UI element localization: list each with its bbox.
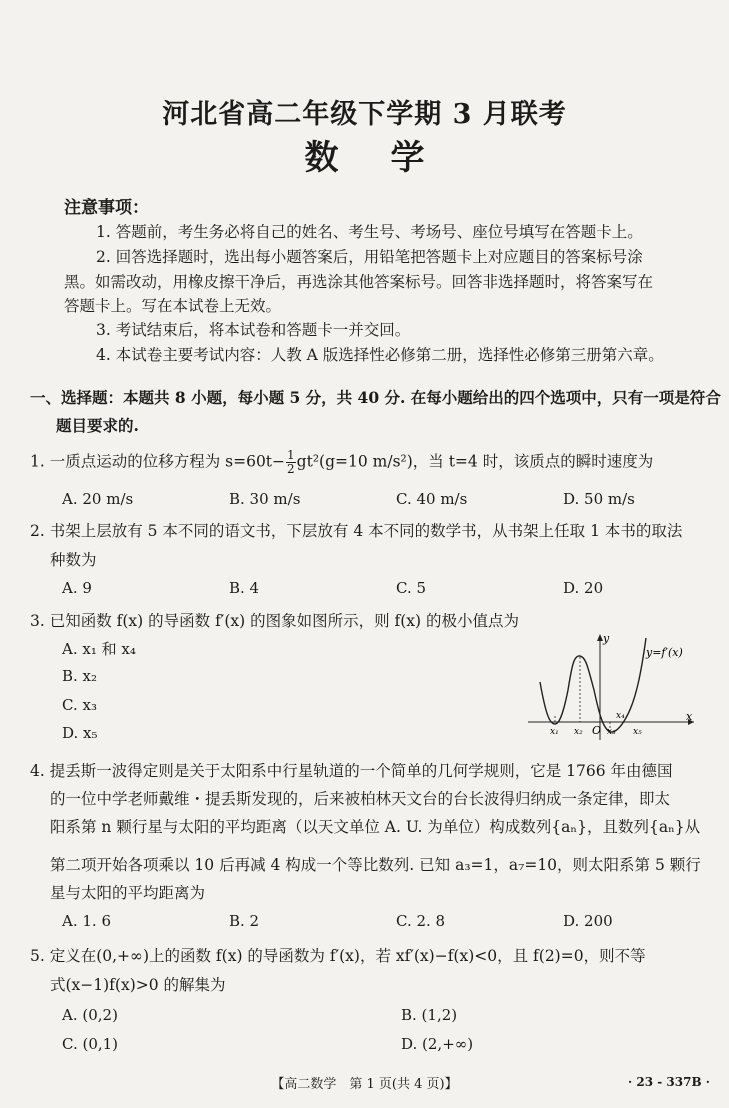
q1-text-post: gt²(g=10 m/s²)，当 t=4 时，该质点的瞬时速度为 bbox=[296, 452, 654, 471]
graph-point-x5: x₅ bbox=[633, 727, 642, 737]
q2-option-a: A. 9 bbox=[62, 579, 92, 597]
graph-point-x4: x₄ bbox=[616, 711, 625, 721]
q5-option-d: D. (2,+∞) bbox=[401, 1035, 474, 1053]
q1-option-c: C. 40 m/s bbox=[396, 490, 468, 508]
graph-point-x3: x₃ bbox=[607, 727, 616, 737]
section-heading: 一、选择题：本题共 8 小题，每小题 5 分，共 40 分. 在每小题给出的四个选项中，只有一项是符合 bbox=[30, 388, 721, 407]
notice-line: 1. 答题前，考生务必将自己的姓名、考生号、考场号、座位号填写在答题卡上。 bbox=[96, 223, 643, 241]
notice-line: 黑。如需改动，用橡皮擦干净后，再选涂其他答案标号。回答非选择题时，将答案写在 bbox=[64, 273, 654, 291]
q2-option-b: B. 4 bbox=[229, 579, 260, 597]
question-2-stem-cont: 种数为 bbox=[50, 551, 97, 569]
q4-option-b: B. 2 bbox=[229, 912, 260, 930]
question-4-stem: 4. 提丢斯一波得定则是关于太阳系中行星轨道的一个简单的几何学规则，它是 1766 年由德国 bbox=[30, 762, 673, 780]
question-4-stem-cont: 阳系第 n 颗行星与太阳的平均距离（以天文单位 A. U. 为单位）构成数列{aₙ}，且数列{aₙ}从 bbox=[50, 818, 701, 836]
q2-option-c: C. 5 bbox=[396, 579, 427, 597]
notice-line: 2. 回答选择题时，选出每小题答案后，用铅笔把答题卡上对应题目的答案标号涂 bbox=[96, 248, 643, 266]
question-4-stem-cont: 第二项开始各项乘以 10 后再减 4 构成一个等比数列. 已知 a₃=1，a₇=10，则太阳系第 5 颗行 bbox=[50, 856, 701, 874]
derivative-curve bbox=[540, 638, 646, 732]
graph-point-x2: x₂ bbox=[574, 727, 583, 737]
graph-point-x1: x₁ bbox=[550, 727, 559, 737]
q3-option-a: A. x₁ 和 x₄ bbox=[62, 640, 136, 658]
question-2-stem: 2. 书架上层放有 5 本不同的语文书，下层放有 4 本不同的数学书，从书架上任取 1 本书的取法 bbox=[30, 522, 683, 540]
derivative-graph bbox=[528, 630, 698, 742]
q5-option-b: B. (1,2) bbox=[401, 1006, 458, 1024]
q4-option-d: D. 200 bbox=[563, 912, 613, 930]
q1-fraction-den: 2 bbox=[287, 462, 295, 476]
exam-title: 河北省高二年级下学期 3 月联考 bbox=[162, 99, 567, 130]
q4-option-c: C. 2. 8 bbox=[396, 912, 446, 930]
q1-fraction-num: 1 bbox=[287, 448, 295, 462]
notice-heading: 注意事项： bbox=[64, 198, 149, 218]
question-4-stem-cont: 星与太阳的平均距离为 bbox=[50, 884, 206, 902]
q1-text-pre: 1. 一质点运动的位移方程为 s=60t− bbox=[30, 452, 286, 471]
question-3-stem: 3. 已知函数 f(x) 的导函数 f′(x) 的图象如图所示，则 f(x) 的极小值点为 bbox=[30, 612, 520, 630]
question-5-stem: 5. 定义在(0,+∞)上的函数 f(x) 的导函数为 f′(x)，若 xf′(x)−f(x)<0，且 f(2)=0，则不等 bbox=[30, 947, 646, 965]
subject-title: 数学 bbox=[304, 138, 477, 178]
section-heading-cont: 题目要求的. bbox=[56, 416, 139, 435]
graph-curve-label: y=f′(x) bbox=[646, 646, 683, 659]
exam-code: · 23 - 337B · bbox=[628, 1075, 710, 1089]
question-5-stem-cont: 式(x−1)f(x)>0 的解集为 bbox=[50, 976, 226, 994]
q5-option-a: A. (0,2) bbox=[62, 1006, 118, 1024]
question-1-stem bbox=[30, 449, 653, 476]
q3-option-c: C. x₃ bbox=[62, 696, 97, 714]
q1-option-d: D. 50 m/s bbox=[563, 490, 635, 508]
q4-option-a: A. 1. 6 bbox=[62, 912, 111, 930]
notice-line: 3. 考试结束后，将本试卷和答题卡一并交回。 bbox=[96, 321, 411, 339]
question-4-stem-cont: 的一位中学老师戴维・提丢斯发现的，后来被柏林天文台的台长波得归纳成一条定律，即太 bbox=[50, 790, 671, 808]
q1-option-b: B. 30 m/s bbox=[229, 490, 301, 508]
q1-fraction bbox=[286, 449, 296, 476]
q1-option-a: A. 20 m/s bbox=[62, 490, 134, 508]
notice-line: 4. 本试卷主要考试内容：人教 A 版选择性必修第二册，选择性必修第三册第六章。 bbox=[96, 346, 664, 364]
q5-option-c: C. (0,1) bbox=[62, 1035, 119, 1053]
page-footer: 【高二数学 第 1 页(共 4 页)】 bbox=[271, 1077, 458, 1092]
graph-y-label: y bbox=[603, 632, 610, 645]
q3-option-b: B. x₂ bbox=[62, 667, 98, 685]
q2-option-d: D. 20 bbox=[563, 579, 604, 597]
graph-x-label: x bbox=[686, 710, 693, 723]
graph-origin-label: O bbox=[592, 724, 602, 737]
q3-option-d: D. x₅ bbox=[62, 724, 98, 742]
notice-line: 答题卡上。写在本试卷上无效。 bbox=[64, 297, 282, 315]
